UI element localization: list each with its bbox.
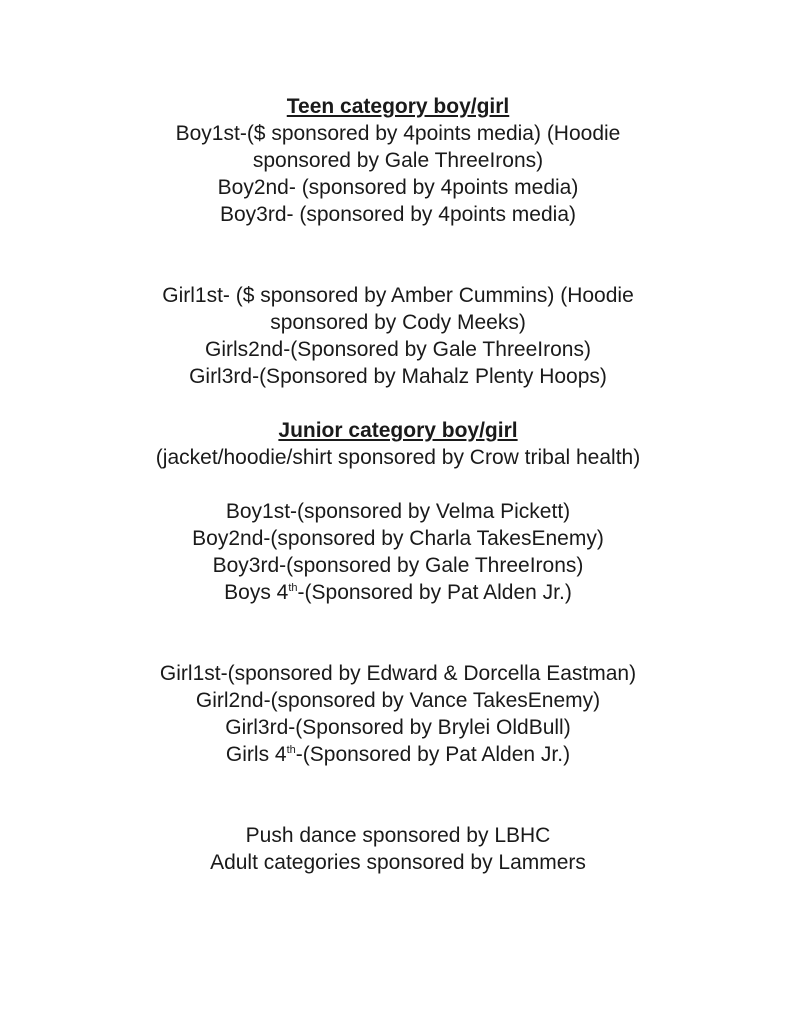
junior-girl-4th-line [0,741,796,768]
spacer [0,390,796,417]
junior-category-note: (jacket/hoodie/shirt sponsored by Crow tribal health) [155,446,641,469]
spacer [0,471,796,498]
spacer [0,768,796,822]
teen-girl-line: Girl1st- ($ sponsored by Amber Cummins) (Hoodie [162,284,634,307]
junior-boy-line: Boy3rd-(sponsored by Gale ThreeIrons) [212,554,584,577]
ordinal-suffix: th [286,744,296,756]
footer-line: Adult categories sponsored by Lammers [210,851,586,874]
junior-boy-line: Boy2nd-(sponsored by Charla TakesEnemy) [192,527,604,550]
teen-boy-line: sponsored by Gale ThreeIrons) [252,149,544,172]
spacer [0,228,796,282]
junior-girl-line: Girl2nd-(sponsored by Vance TakesEnemy) [195,689,601,712]
footer-line: Push dance sponsored by LBHC [245,824,551,847]
ordinal-prefix: Boys 4 [224,581,289,604]
junior-category-heading: Junior category boy/girl [278,419,518,442]
spacer [0,606,796,660]
teen-girl-line: Girls2nd-(Sponsored by Gale ThreeIrons) [205,338,591,361]
teen-category-heading: Teen category boy/girl [286,95,510,118]
teen-boy-line: Boy3rd- (sponsored by 4points media) [219,203,576,226]
sponsor-text: -(Sponsored by Pat Alden Jr.) [295,743,571,766]
junior-boy-line: Boy1st-(sponsored by Velma Pickett) [225,500,571,523]
ordinal-prefix: Girls 4 [225,743,287,766]
ordinal-suffix: th [288,582,298,594]
teen-boy-line: Boy2nd- (sponsored by 4points media) [217,176,579,199]
sponsor-text: -(Sponsored by Pat Alden Jr.) [297,581,572,604]
teen-girl-line: Girl3rd-(Sponsored by Mahalz Plenty Hoops) [189,365,607,388]
junior-boy-4th-line [0,579,796,606]
sponsor-document [0,93,796,876]
teen-girl-line: sponsored by Cody Meeks) [270,311,526,334]
junior-girl-line: Girl3rd-(Sponsored by Brylei OldBull) [225,716,571,739]
junior-girl-line: Girl1st-(sponsored by Edward & Dorcella Eastman) [159,662,637,685]
teen-boy-line: Boy1st-($ sponsored by 4points media) (Hoodie [175,122,621,145]
